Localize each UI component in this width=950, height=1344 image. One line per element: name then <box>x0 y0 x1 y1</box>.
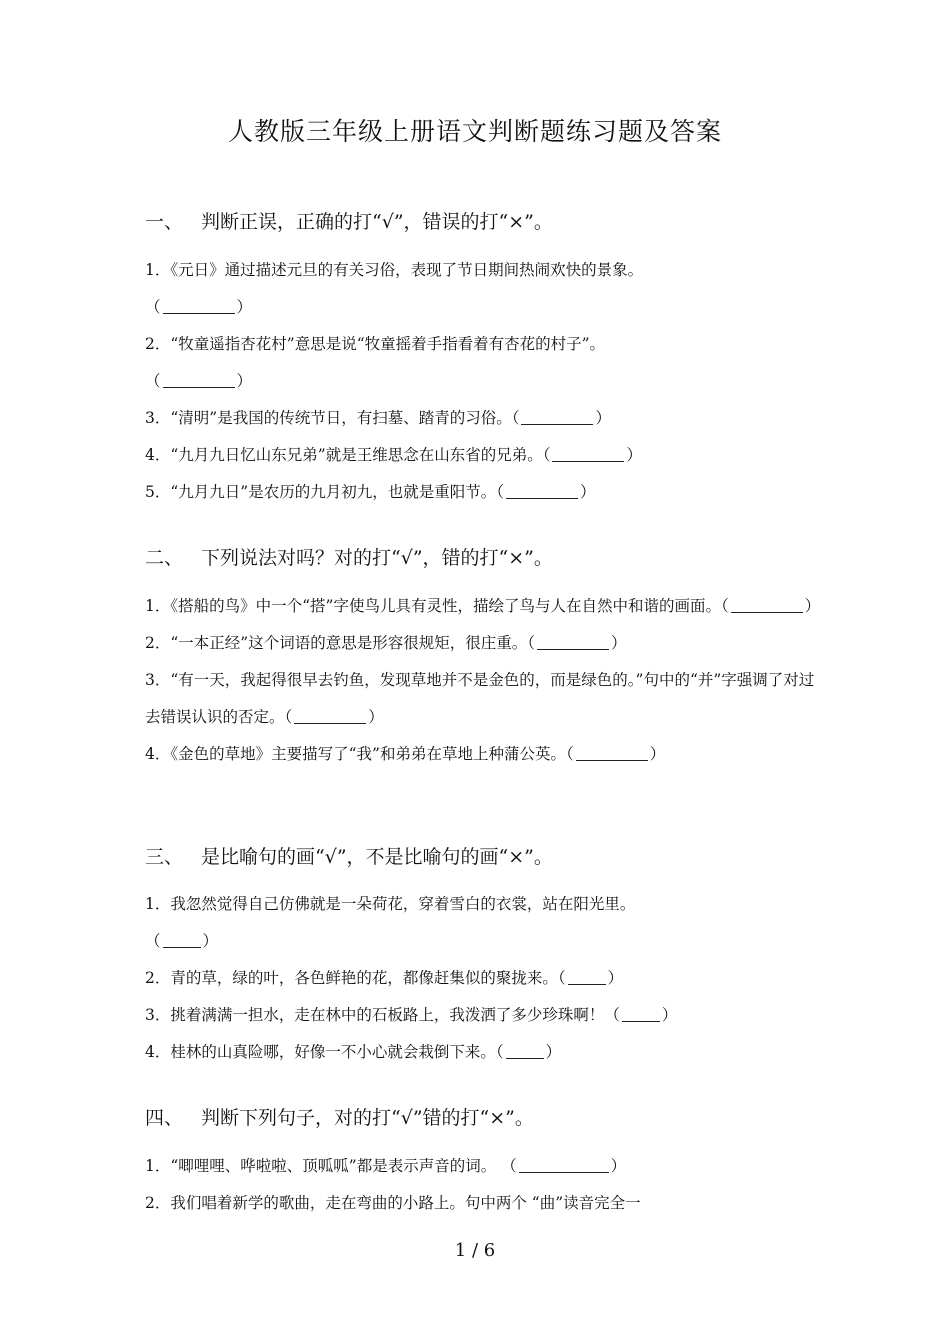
question-item <box>145 326 825 363</box>
section-heading-text: 判断正误，正确的打“√”，错误的打“×”。 <box>201 211 553 233</box>
question-item <box>145 1185 825 1222</box>
page-number: 1 / 6 <box>454 1240 496 1261</box>
question-text: 2．“牧童遥指杏花村”意思是说“牧童摇着手指看着有杏花的村子”。 <box>145 335 606 353</box>
question-text: 1．《搭船的鸟》中一个“搭”字使鸟儿具有灵性，描绘了鸟与人在自然中和谐的画面。（ <box>145 597 729 615</box>
answer-blank[interactable] <box>521 410 593 425</box>
bracket-close: ） <box>804 597 821 615</box>
question-item <box>145 1034 825 1071</box>
answer-blank[interactable] <box>519 1158 609 1173</box>
question-item <box>145 588 825 625</box>
section-heading <box>145 208 825 236</box>
bracket-close: ） <box>202 932 219 950</box>
question-item <box>145 437 825 474</box>
section-number: 四、 <box>145 1107 184 1129</box>
question-text: 3．挑着满满一担水，走在林中的石板路上，我泼洒了多少珍珠啊！（ <box>145 1006 620 1024</box>
answer-blank[interactable] <box>622 1007 660 1022</box>
bracket-close: ） <box>610 634 627 652</box>
answer-blank[interactable] <box>576 746 648 761</box>
question-text: 3．“有一天，我起得很早去钓鱼，发现草地并不是金色的，而是绿色的。”句中的“并”字强调了对过去错误认识的否定。（ <box>145 671 815 726</box>
section-2-items <box>145 588 825 773</box>
question-item <box>145 400 825 437</box>
answer-blank[interactable] <box>506 1044 544 1059</box>
bracket-close: ） <box>545 1043 562 1061</box>
bracket-close: ） <box>579 483 596 501</box>
section-4-items <box>145 1148 825 1222</box>
answer-blank[interactable] <box>294 709 366 724</box>
question-item <box>145 1148 825 1185</box>
section-heading-text: 是比喻句的画“√”，不是比喻句的画“×”。 <box>201 846 553 868</box>
bracket-close: ） <box>368 708 384 726</box>
answer-blank[interactable] <box>506 484 578 499</box>
question-item <box>145 252 825 289</box>
answer-line <box>145 363 825 400</box>
answer-line <box>145 289 825 326</box>
answer-blank[interactable] <box>537 635 609 650</box>
bracket-close: ） <box>626 446 642 464</box>
answer-line <box>145 923 825 960</box>
bracket-close: ） <box>649 745 666 763</box>
section-heading <box>145 544 825 572</box>
section-1-items <box>145 252 825 511</box>
answer-blank[interactable] <box>731 598 803 613</box>
question-item <box>145 886 825 923</box>
section-1 <box>145 208 825 236</box>
question-item <box>145 474 825 511</box>
question-text: 2．青的草，绿的叶，各色鲜艳的花，都像赶集似的聚拢来。（ <box>145 969 566 987</box>
section-heading <box>145 843 825 871</box>
section-number: 一、 <box>145 211 184 233</box>
bracket-open: （ <box>145 372 161 390</box>
section-number: 二、 <box>145 547 184 569</box>
question-text: 5．“九月九日”是农历的九月初九，也就是重阳节。（ <box>145 483 504 501</box>
question-text: 4．“九月九日忆山东兄弟”就是王维思念在山东省的兄弟。（ <box>145 446 551 464</box>
bracket-close: ） <box>661 1006 678 1024</box>
question-item <box>145 736 825 773</box>
bracket-close: ） <box>607 969 624 987</box>
section-2 <box>145 544 825 572</box>
bracket-open: （ <box>145 298 161 316</box>
section-number: 三、 <box>145 846 184 868</box>
question-text: 1．《元日》通过描述元旦的有关习俗，表现了节日期间热闹欢快的景象。 <box>145 261 644 279</box>
section-heading-text: 下列说法对吗？对的打“√”，错的打“×”。 <box>201 547 553 569</box>
section-4 <box>145 1104 825 1132</box>
bracket-close: ） <box>236 372 253 390</box>
question-text: 4．《金色的草地》主要描写了“我”和弟弟在草地上种蒲公英。（ <box>145 745 574 763</box>
question-item <box>145 997 825 1034</box>
section-heading <box>145 1104 825 1132</box>
section-heading-text: 判断下列句子，对的打“√”错的打“×”。 <box>201 1107 534 1129</box>
question-text: 1．“唧哩哩、哗啦啦、顶呱呱”都是表示声音的词。 （ <box>145 1157 517 1175</box>
question-item <box>145 662 825 736</box>
bracket-close: ） <box>236 298 253 316</box>
question-text: 3．“清明”是我国的传统节日，有扫墓、踏青的习俗。（ <box>145 409 520 427</box>
question-text: 4．桂林的山真险哪，好像一不小心就会栽倒下来。（ <box>145 1043 504 1061</box>
document-title: 人教版三年级上册语文判断题练习题及答案 <box>227 117 722 146</box>
answer-blank[interactable] <box>163 933 201 948</box>
question-text: 2．我们唱着新学的歌曲，走在弯曲的小路上。句中两个 “曲”读音完全一 <box>145 1194 641 1212</box>
section-3 <box>145 843 825 871</box>
question-item <box>145 960 825 997</box>
bracket-open: （ <box>145 932 161 950</box>
answer-blank[interactable] <box>568 970 606 985</box>
bracket-close: ） <box>595 409 611 427</box>
answer-blank[interactable] <box>552 447 624 462</box>
question-text: 2．“一本正经”这个词语的意思是形容很规矩，很庄重。（ <box>145 634 535 652</box>
answer-blank[interactable] <box>163 299 235 314</box>
answer-blank[interactable] <box>163 373 235 388</box>
question-text: 1．我忽然觉得自己仿佛就是一朵荷花，穿着雪白的衣裳，站在阳光里。 <box>145 895 636 913</box>
bracket-close: ） <box>610 1157 627 1175</box>
section-3-items <box>145 886 825 1071</box>
question-item <box>145 625 825 662</box>
